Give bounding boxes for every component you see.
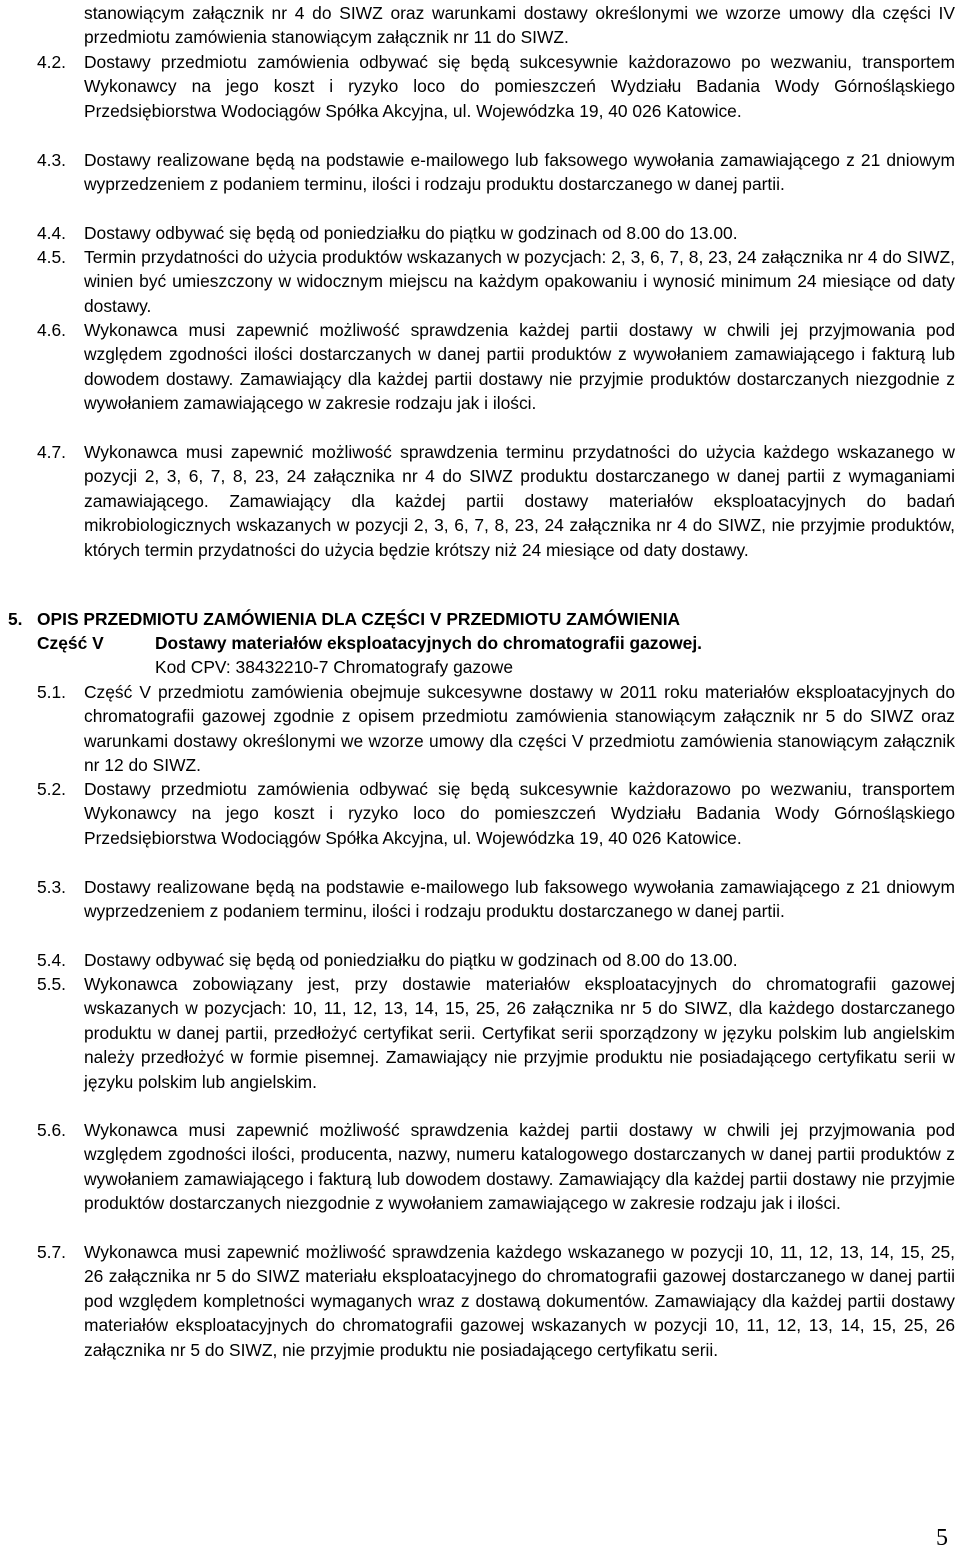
item-text-5-2: Dostawy przedmiotu zamówienia odbywać się będą sukcesywnie każdorazowo po wezwaniu, transportem Wykonawcy na jego koszt i ryzyko loco do pomieszczeń Wydziału Badania Wody Górnośląskiego Przedsiębiorstwa Wodociągów Spółka Akcyjna, ul. Wojewódzka 19, 40 026 Katowice. xyxy=(84,779,955,848)
item-number-4-3: 4.3. xyxy=(37,150,67,170)
item-text-4-3: Dostawy realizowane będą na podstawie e-mailowego lub faksowego wywołania zamawiającego z 21 dniowym wyprzedzeniem z podaniem terminu, ilości i rodzaju produktu dostarczanego w danej partii. xyxy=(84,150,955,195)
item-number-5-6: 5.6. xyxy=(37,1120,67,1140)
item-text-5-4: Dostawy odbywać się będą od poniedziałku do piątku w godzinach od 8.00 do 13.00. xyxy=(84,950,738,970)
item-number-4-7: 4.7. xyxy=(37,442,67,462)
part-v-title: Dostawy materiałów eksploatacyjnych do chromatografii gazowej. xyxy=(155,633,702,653)
item-text-4-4: Dostawy odbywać się będą od poniedziałku do piątku w godzinach od 8.00 do 13.00. xyxy=(84,223,738,243)
item-number-4-5: 4.5. xyxy=(37,247,67,267)
item-number-4-6: 4.6. xyxy=(37,320,67,340)
item-number-5-2: 5.2. xyxy=(37,779,67,799)
part-v-label: Część V xyxy=(37,633,104,653)
section-5-title: OPIS PRZEDMIOTU ZAMÓWIENIA DLA CZĘŚCI V PRZEDMIOTU ZAMÓWIENIA xyxy=(37,609,681,629)
item-text-4-7: Wykonawca musi zapewnić możliwość sprawdzenia terminu przydatności do użycia każdego wskazanego w pozycji 2, 3, 6, 7, 8, 23, 24 załącznika nr 4 do SIWZ produktu dostarczanego w danej partii z wymaganiami zamawiającego. Zamawiający dla każdej partii dostawy materiałów eksploatacyjnych do badań mikrobiologicznych wskazanych w pozycji 2, 3, 6, 7, 8, 23, 24 załącznika nr 4 do SIWZ, nie przyjmie produktów, których termin przydatności do użycia będzie krótszy niż 24 miesiące od daty dostawy. xyxy=(84,442,955,560)
item-text-5-6: Wykonawca musi zapewnić możliwość sprawdzenia każdej partii dostawy w chwili jej przyjmowania pod względem zgodności ilości, producenta, nazwy, numeru katalogowego dostarczanych w danej partii produktów z wywołaniem zamawiającego i fakturą lub dowodem dostawy. Zamawiający dla każdej partii dostawy nie przyjmie produktów dostarczanych niezgodnie z wywołaniem zamawiającego w zakresie rodzaju jak i ilości. xyxy=(84,1120,955,1214)
paragraph-4-1-continuation: stanowiącym załącznik nr 4 do SIWZ oraz warunkami dostawy określonymi we wzorze umowy dla części IV przedmiotu zamówienia stanowiącym załącznik nr 11 do SIWZ. xyxy=(84,3,955,48)
item-number-5-4: 5.4. xyxy=(37,950,67,970)
item-text-5-3: Dostawy realizowane będą na podstawie e-mailowego lub faksowego wywołania zamawiającego z 21 dniowym wyprzedzeniem z podaniem terminu, ilości i rodzaju produktu dostarczanego w danej partii. xyxy=(84,877,955,922)
item-number-4-4: 4.4. xyxy=(37,223,67,243)
page-number: 5 xyxy=(936,1525,948,1551)
item-text-5-5: Wykonawca zobowiązany jest, przy dostawie materiałów eksploatacyjnych do chromatografii gazowej wskazanych w pozycjach: 10, 11, 12, 13, 14, 15, 25, 26 załącznika nr 5 do SIWZ, dla każdego dostarczanego produktu w danej partii, przedłożyć certyfikat serii. Certyfikat serii sporządzony w języku polskim lub angielskim należy przedłożyć w formie pisemnej. Zamawiający nie przyjmie produktu nie posiadającego certyfikatu serii w języku polskim lub angielskim. xyxy=(84,974,955,1092)
item-number-5-3: 5.3. xyxy=(37,877,67,897)
cpv-code: Kod CPV: 38432210-7 Chromatografy gazowe xyxy=(155,657,514,677)
item-number-5-5: 5.5. xyxy=(37,974,67,994)
section-5-number: 5. xyxy=(8,609,23,629)
item-text-4-5: Termin przydatności do użycia produktów wskazanych w pozycjach: 2, 3, 6, 7, 8, 23, 24 załącznika nr 4 do SIWZ, winien być umieszczony w widocznym miejscu na każdym opakowaniu i wynosić minimum 24 miesiące od daty dostawy. xyxy=(84,247,955,316)
item-text-5-7: Wykonawca musi zapewnić możliwość sprawdzenia każdego wskazanego w pozycji 10, 11, 12, 13, 14, 15, 25, 26 załącznika nr 5 do SIWZ materiału eksploatacyjnego do chromatografii gazowej dostarczanego w danej partii pod względem kompletności wymaganych wraz z dostawą dokumentów. Zamawiający dla każdej partii dostawy materiałów eksploatacyjnych do chromatografii gazowej wskazanych w pozycji 10, 11, 12, 13, 14, 15, 25, 26 załącznika nr 5 do SIWZ, nie przyjmie produktu nie posiadającego certyfikatu serii. xyxy=(84,1242,955,1360)
item-text-4-2: Dostawy przedmiotu zamówienia odbywać się będą sukcesywnie każdorazowo po wezwaniu, transportem Wykonawcy na jego koszt i ryzyko loco do pomieszczeń Wydziału Badania Wody Górnośląskiego Przedsiębiorstwa Wodociągów Spółka Akcyjna, ul. Wojewódzka 19, 40 026 Katowice. xyxy=(84,52,955,121)
item-text-4-6: Wykonawca musi zapewnić możliwość sprawdzenia każdej partii dostawy w chwili jej przyjmowania pod względem zgodności ilości dostarczanych w danej partii produktów z wywołaniem zamawiającego i fakturą lub dowodem dostawy. Zamawiający dla każdej partii dostawy nie przyjmie produktów dostarczanych niezgodnie z wywołaniem zamawiającego w zakresie rodzaju jak i ilości. xyxy=(84,320,955,414)
item-text-5-1: Część V przedmiotu zamówienia obejmuje sukcesywne dostawy w 2011 roku materiałów eksploatacyjnych do chromatografii gazowej zgodnie z opisem przedmiotu zamówienia stanowiącym załącznik nr 5 do SIWZ oraz warunkami dostawy określonymi we wzorze umowy dla części V przedmiotu zamówienia stanowiącym załącznik nr 12 do SIWZ. xyxy=(84,682,955,776)
item-number-4-2: 4.2. xyxy=(37,52,67,72)
item-number-5-1: 5.1. xyxy=(37,682,67,702)
item-number-5-7: 5.7. xyxy=(37,1242,67,1262)
